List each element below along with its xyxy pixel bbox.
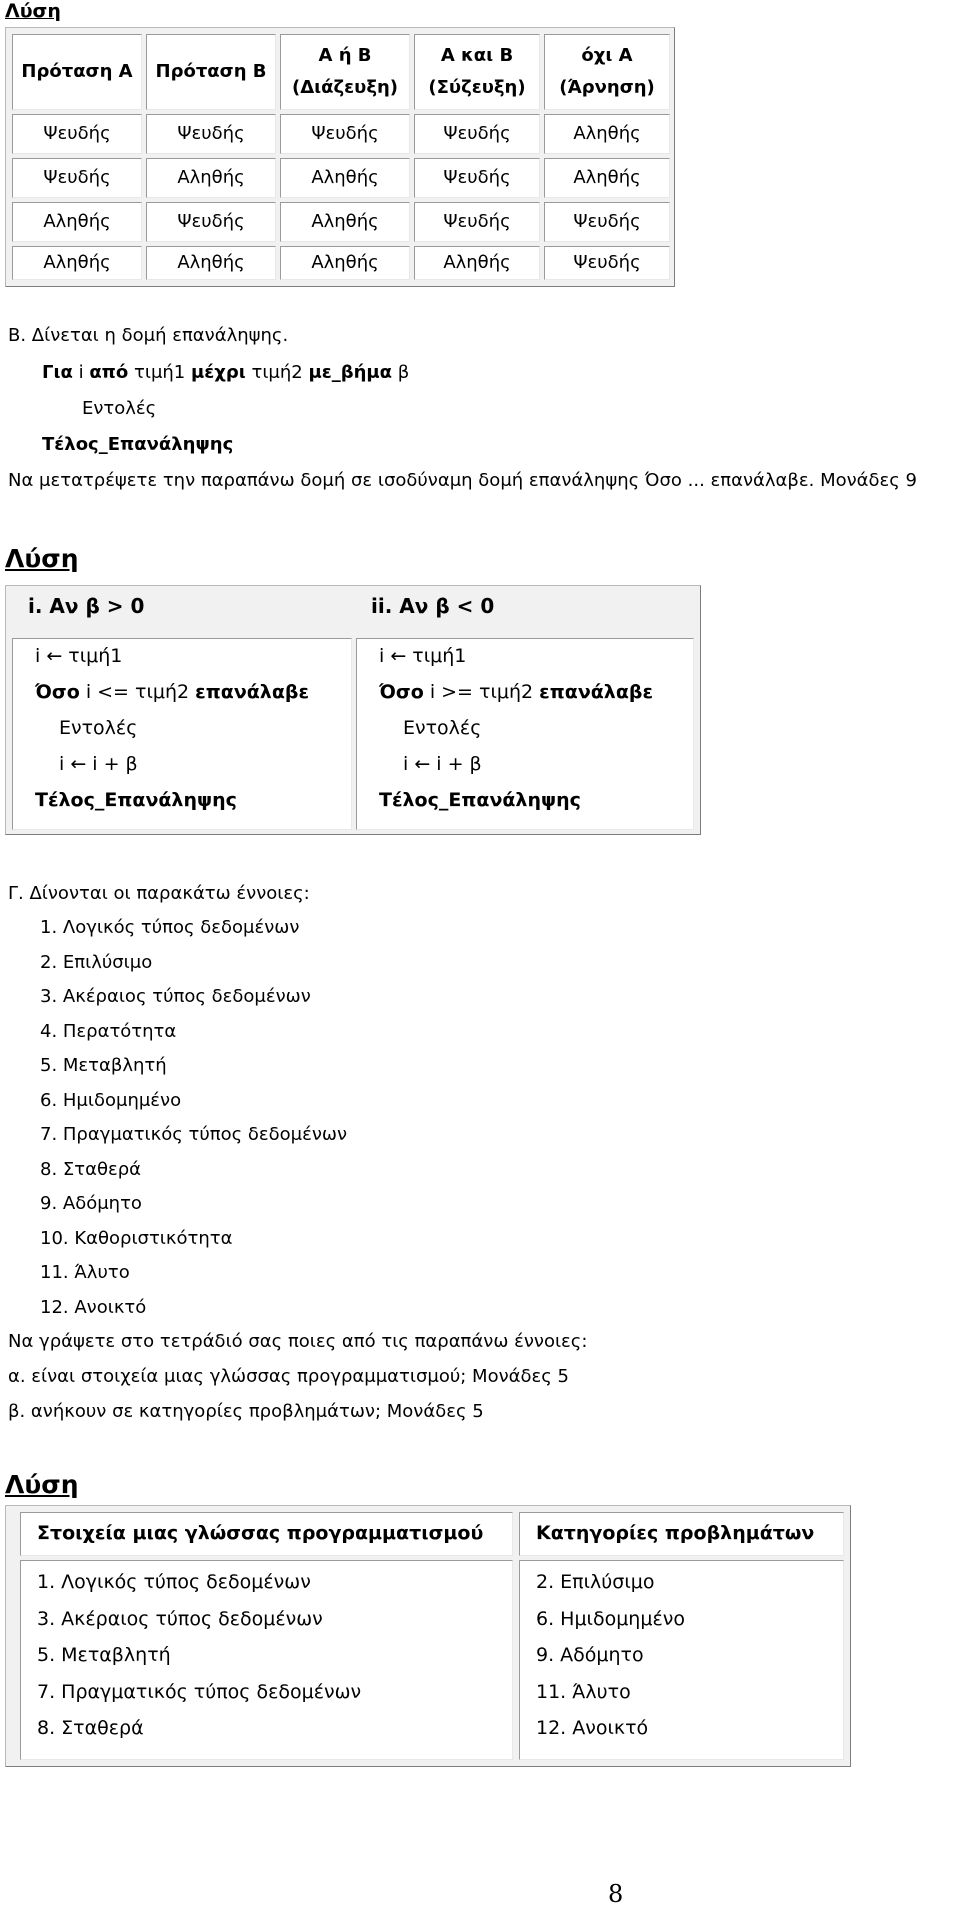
concept-item: 9. Αδόμητο: [40, 1193, 142, 1214]
concepts-table: [5, 1505, 851, 1767]
concepts-header-left: Στοιχεία μιας γλώσσας προγραμματισμού: [37, 1522, 484, 1544]
concepts-header-right: Κατηγορίες προβλημάτων: [536, 1522, 815, 1544]
question-b-intro: Β. Δίνεται η δομή επανάληψης.: [8, 325, 289, 346]
language-element: 7. Πραγματικός τύπος δεδομένων: [37, 1681, 362, 1703]
while-end: Τέλος_Επανάληψης: [379, 789, 581, 811]
truth-table-cell: Ψευδής: [544, 246, 670, 280]
problem-category: 11. Άλυτο: [536, 1681, 631, 1703]
problem-category: 12. Ανοικτό: [536, 1717, 649, 1739]
truth-table-cell: Ψευδής: [146, 202, 276, 242]
loop-case-cell: [12, 638, 352, 830]
truth-table-header: όχι Α (Άρνηση): [544, 34, 670, 110]
concepts-header-cell: [519, 1512, 844, 1556]
loop-case-title: ii. Αν β < 0: [371, 594, 495, 618]
for-loop-end: Τέλος_Επανάληψης: [42, 434, 234, 455]
problem-category: 6. Ημιδομημένο: [536, 1608, 685, 1630]
concepts-left-cell: [20, 1560, 513, 1760]
page-number: 8: [608, 1880, 624, 1908]
truth-table-cell: Ψευδής: [12, 158, 142, 198]
concept-item: 2. Επιλύσιμο: [40, 952, 153, 973]
truth-table-cell: Ψευδής: [544, 202, 670, 242]
language-element: 8. Σταθερά: [37, 1717, 144, 1739]
while-increment: i ← i + β: [403, 753, 482, 775]
concept-item: 1. Λογικός τύπος δεδομένων: [40, 917, 300, 938]
concept-item: 3. Ακέραιος τύπος δεδομένων: [40, 986, 311, 1007]
truth-table-header: Πρόταση Β: [146, 34, 276, 110]
language-element: 5. Μεταβλητή: [37, 1644, 171, 1666]
truth-table-cell: Ψευδής: [146, 114, 276, 154]
solution-heading-2: Λύση: [5, 544, 79, 573]
language-element: 3. Ακέραιος τύπος δεδομένων: [37, 1608, 323, 1630]
truth-table-cell: Αληθής: [280, 246, 410, 280]
loop-init: i ← τιμή1: [35, 645, 123, 667]
truth-table-header: Α ή Β (Διάζευξη): [280, 34, 410, 110]
truth-table: [5, 27, 675, 287]
question-c-task: Να γράψετε στο τετράδιό σας ποιες από τις παραπάνω έννοιες:: [8, 1331, 588, 1352]
truth-table-cell: Αληθής: [12, 202, 142, 242]
truth-table-cell: Αληθής: [280, 158, 410, 198]
for-loop-body: Εντολές: [82, 398, 157, 419]
loop-case-title: i. Αν β > 0: [28, 594, 145, 618]
while-body: Εντολές: [403, 717, 482, 739]
truth-table-cell: Ψευδής: [414, 114, 540, 154]
truth-table-header: Α και Β (Σύζευξη): [414, 34, 540, 110]
concepts-right-cell: [519, 1560, 844, 1760]
concept-item: 4. Περατότητα: [40, 1021, 177, 1042]
while-body: Εντολές: [59, 717, 138, 739]
concept-item: 6. Ημιδομημένο: [40, 1090, 182, 1111]
question-c-part-a: α. είναι στοιχεία μιας γλώσσας προγραμματισμού; Μονάδες 5: [8, 1366, 569, 1387]
concepts-header-cell: [20, 1512, 513, 1556]
truth-table-cell: Αληθής: [146, 158, 276, 198]
truth-table-cell: Αληθής: [12, 246, 142, 280]
truth-table-cell: Αληθής: [544, 114, 670, 154]
truth-table-cell: Αληθής: [414, 246, 540, 280]
truth-table-cell: Ψευδής: [280, 114, 410, 154]
truth-table-cell: Αληθής: [146, 246, 276, 280]
concept-item: 10. Καθοριστικότητα: [40, 1228, 233, 1249]
concept-item: 8. Σταθερά: [40, 1159, 142, 1180]
concept-item: 12. Ανοικτό: [40, 1297, 147, 1318]
problem-category: 2. Επιλύσιμο: [536, 1571, 655, 1593]
truth-table-cell: Αληθής: [280, 202, 410, 242]
loop-solution-table: [5, 585, 701, 835]
while-header: Όσο i <= τιμή2 επανάλαβε: [35, 681, 310, 703]
solution-heading-1: Λύση: [5, 0, 61, 22]
truth-table-header: Πρόταση Α: [12, 34, 142, 110]
while-increment: i ← i + β: [59, 753, 138, 775]
question-b-task: Να μετατρέψετε την παραπάνω δομή σε ισοδύναμη δομή επανάληψης Όσο ... επανάλαβε. Μονάδες 9: [8, 470, 918, 491]
question-c-intro: Γ. Δίνονται οι παρακάτω έννοιες:: [8, 883, 310, 904]
truth-table-cell: Ψευδής: [414, 158, 540, 198]
solution-heading-3: Λύση: [5, 1470, 79, 1499]
for-loop-header: Για i από τιμή1 μέχρι τιμή2 με_βήμα β: [42, 362, 410, 383]
concept-item: 11. Άλυτο: [40, 1262, 130, 1283]
question-c-part-b: β. ανήκουν σε κατηγορίες προβλημάτων; Μονάδες 5: [8, 1401, 484, 1422]
while-end: Τέλος_Επανάληψης: [35, 789, 237, 811]
language-element: 1. Λογικός τύπος δεδομένων: [37, 1571, 311, 1593]
concept-item: 7. Πραγματικός τύπος δεδομένων: [40, 1124, 348, 1145]
truth-table-cell: Αληθής: [544, 158, 670, 198]
truth-table-cell: Ψευδής: [414, 202, 540, 242]
concept-item: 5. Μεταβλητή: [40, 1055, 167, 1076]
while-header: Όσο i >= τιμή2 επανάλαβε: [379, 681, 654, 703]
loop-case-cell: [356, 638, 694, 830]
problem-category: 9. Αδόμητο: [536, 1644, 644, 1666]
loop-init: i ← τιμή1: [379, 645, 467, 667]
truth-table-cell: Ψευδής: [12, 114, 142, 154]
